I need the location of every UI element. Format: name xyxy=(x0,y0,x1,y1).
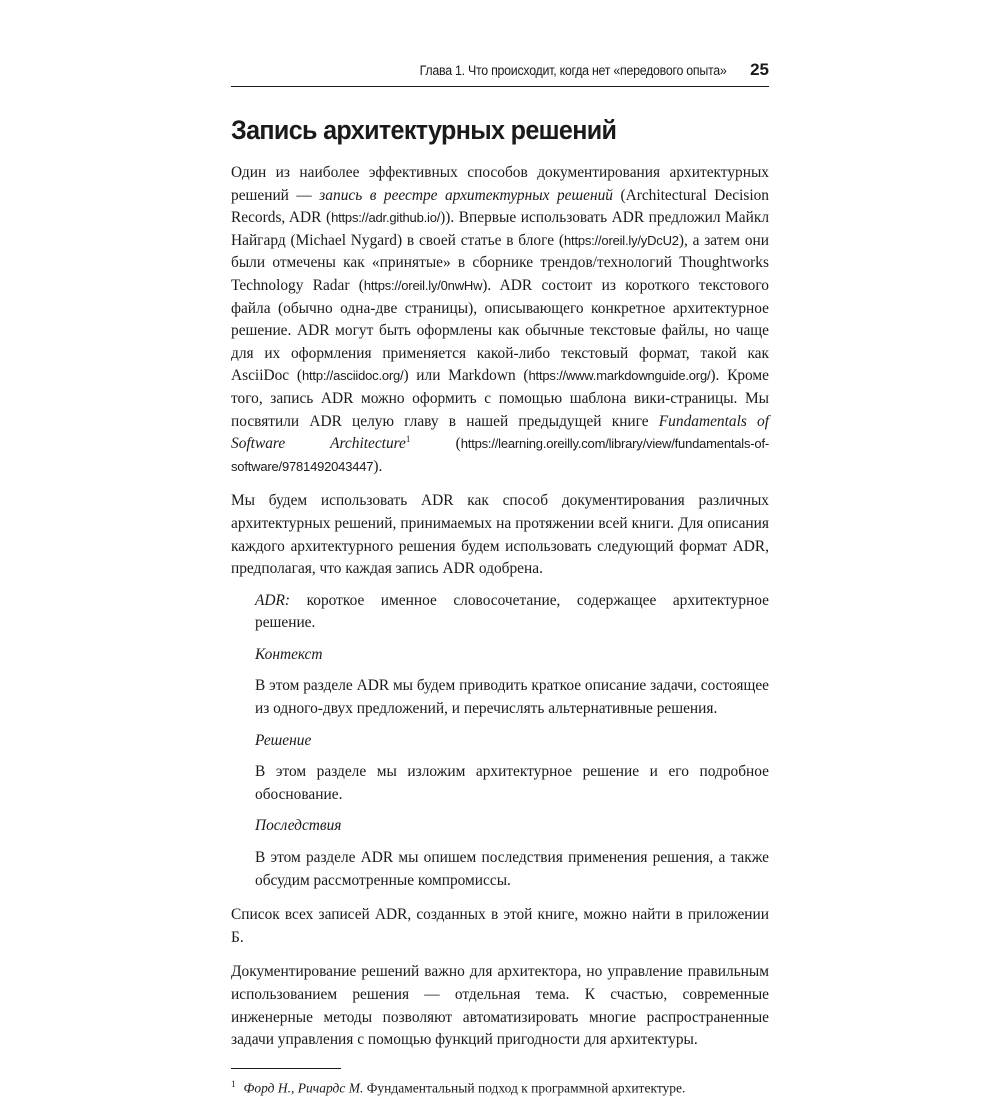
footnote xyxy=(231,1075,769,1097)
text-run: ). Кроме того, запись ADR можно оформить с помощью шаблона вики-страницы. Мы посвятили ADR целую главу в нашей предыдущей книге xyxy=(231,367,769,430)
consequences-description: В этом разделе ADR мы опишем последствия применения решения, а также обсудим рассмотренные компромиссы. xyxy=(255,849,769,889)
footnote-authors: Форд Н., Ричардс М. xyxy=(243,1080,364,1096)
text-run: (Architectural Decision Records, ADR ( xyxy=(231,186,769,227)
context-term: Контекст xyxy=(255,645,323,663)
section-title: Запись архитектурных решений xyxy=(231,115,617,145)
markdown-guide-link[interactable]: https://www.markdownguide.org/ xyxy=(528,368,711,384)
text-run: ) или Markdown ( xyxy=(403,367,529,385)
text-run: ). ADR состоит из короткого текстового файла (обычно одна-две страницы), описывающего конкретное архитектурное решение. ADR могут быть оформлены как обычные текстовые файлы, но чаще для их оформления применяется какой-либо текстовый формат, такой как AsciiDoc ( xyxy=(231,276,769,385)
context-description: В этом разделе ADR мы будем приводить краткое описание задачи, состоящее из одного-двух предложений, и перечислять альтернативные решения. xyxy=(255,677,769,718)
governance-paragraph: Документирование решений важно для архитектора, но управление правильным использованием решения — отдельная тема. К счастью, современные инженерные методы позволяют автоматизировать многие распространенные задачи управления с помощью функций пригодности для архитектуры. xyxy=(231,963,769,1049)
consequences-term: Последствия xyxy=(255,817,342,835)
adr-term: ADR: xyxy=(255,591,291,609)
adr-github-link[interactable]: https://adr.github.io/ xyxy=(331,210,441,226)
intro-paragraph xyxy=(231,162,769,478)
adr-definition xyxy=(255,590,769,635)
footnote-reference[interactable]: 1 xyxy=(405,434,411,444)
decision-term: Решение xyxy=(255,731,312,749)
footnote-divider xyxy=(231,1068,341,1069)
adr-format-block xyxy=(231,590,769,893)
nygard-blog-link[interactable]: https://oreil.ly/yDcU2 xyxy=(564,232,679,248)
oreilly-book-link[interactable]: https://learning.oreilly.com/library/view/fundamentals-of-software/9781492043447 xyxy=(231,436,769,474)
tech-radar-link[interactable]: https://oreil.ly/0nwHw xyxy=(363,277,483,293)
footnote-number: 1 xyxy=(231,1078,236,1089)
usage-paragraph: Мы будем использовать ADR как способ документирования различных архитектурных решений, принимаемых на протяжении всей книги. Для описания каждого архитектурного решения будем использовать следующий формат ADR, предполагая, что каждая запись ADR одобрена. xyxy=(231,492,769,578)
decision-description: В этом разделе мы изложим архитектурное решение и его подробное обоснование. xyxy=(255,763,769,803)
adr-description: короткое именное словосочетание, содержащее архитектурное решение. xyxy=(255,591,769,632)
text-run: ( xyxy=(410,435,461,453)
footnote-text: Фундаментальный подход к программной архитектуре. xyxy=(363,1080,686,1096)
running-head xyxy=(231,60,769,87)
text-run: ). xyxy=(373,457,383,475)
text-run: ), а затем они были отмечены как «принятые» в сборнике трендов/технологий Thoughtworks Technology Radar ( xyxy=(231,231,769,294)
chapter-title: Глава 1. Что происходит, когда нет «передового опыта» xyxy=(419,63,727,78)
text-run: )). Впервые использовать ADR предложил Майкл Найгард (Michael Nygard) в своей статье в блоге ( xyxy=(231,209,770,249)
appendix-paragraph: Список всех записей ADR, созданных в этой книге, можно найти в приложении Б. xyxy=(231,906,769,946)
emphasis-term: запись в реестре архитектурных решений xyxy=(319,186,613,204)
asciidoc-link[interactable]: http://asciidoc.org/ xyxy=(301,368,404,384)
page-number: 25 xyxy=(750,60,769,79)
book-page xyxy=(231,60,769,1097)
book-title: Fundamentals of Software Architecture xyxy=(231,412,769,453)
text-run: Один из наиболее эффективных способов документирования архитектурных решений — xyxy=(231,164,769,204)
